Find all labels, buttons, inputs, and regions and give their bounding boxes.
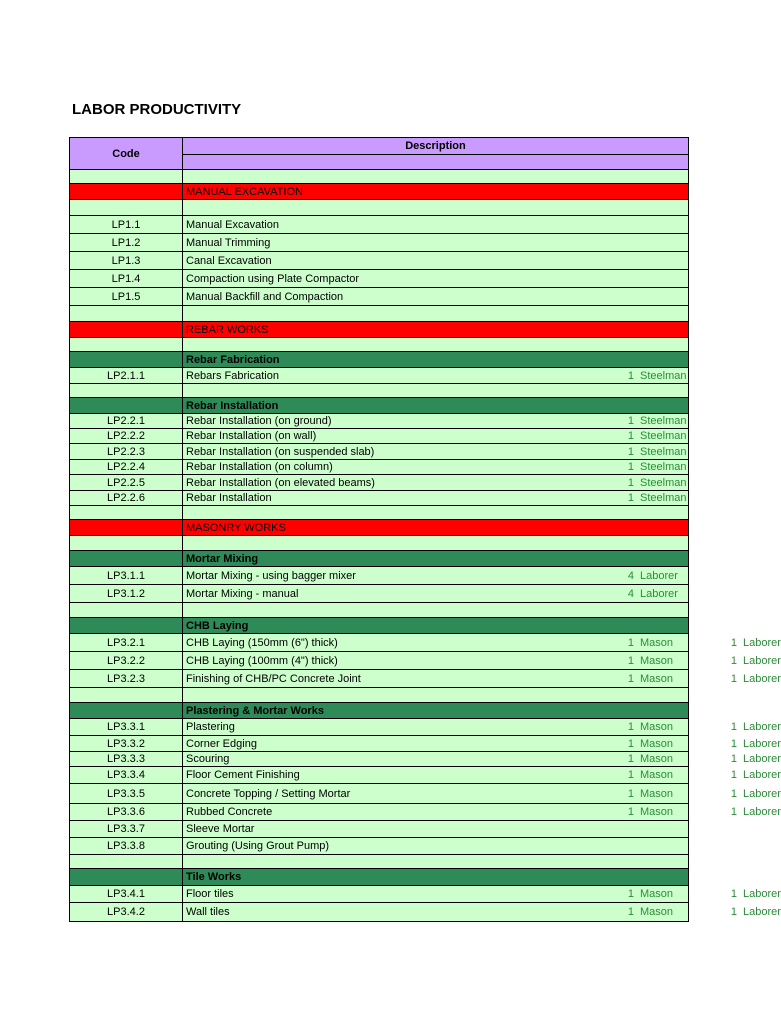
- description-cell: CHB Laying: [186, 619, 249, 632]
- description-cell: Rebar Installation (on ground) 1 Steelman: [186, 415, 687, 427]
- code-cell: [70, 352, 183, 367]
- description-cell: Compaction using Plate Compactor: [186, 272, 360, 285]
- crew-primary-count: 1: [627, 753, 634, 765]
- code-cell: [70, 855, 183, 868]
- code-cell: LP3.4.2: [70, 903, 183, 921]
- description-cell: Tile Works: [186, 871, 242, 883]
- crew-secondary-count: 1: [730, 672, 737, 685]
- table-row: [70, 719, 781, 736]
- crew-primary-trade: Mason: [640, 806, 674, 818]
- code-cell: LP3.4.1: [70, 886, 183, 902]
- code-cell: [70, 688, 183, 702]
- crew-secondary-trade: Laborer: [743, 787, 781, 800]
- blank-row: [70, 855, 688, 869]
- code-cell: [70, 322, 183, 337]
- section-row: [70, 184, 688, 200]
- description-cell: Floor Cement Finishing 1 Mason 1 Laborer: [186, 769, 781, 781]
- blank-row: [70, 536, 688, 551]
- crew-primary: [625, 673, 673, 685]
- labor-productivity-table: [69, 137, 781, 922]
- crew-primary-trade: Laborer: [640, 569, 678, 582]
- code-cell: [70, 506, 183, 519]
- table-row: [70, 216, 688, 234]
- crew-secondary-trade: Laborer: [743, 906, 781, 918]
- crew-primary: [625, 446, 686, 458]
- crew-secondary: [728, 806, 781, 818]
- description-column-header: Description: [405, 140, 466, 152]
- description-cell: Concrete Topping / Setting Mortar 1 Mason 1 Laborer: [186, 787, 781, 800]
- crew-secondary: [728, 738, 781, 750]
- description-cell: Scouring 1 Mason 1 Laborer: [186, 753, 781, 765]
- description-cell: Mortar Mixing - using bagger mixer 4 Laborer: [186, 569, 678, 582]
- code-cell: [70, 536, 183, 550]
- code-cell: [70, 338, 183, 351]
- table-row: [70, 288, 688, 306]
- crew-primary-trade: Mason: [640, 737, 674, 750]
- crew-primary-trade: Mason: [640, 672, 674, 685]
- crew-primary-count: 1: [627, 888, 634, 900]
- code-cell: LP3.3.2: [70, 736, 183, 751]
- section-row: [70, 520, 688, 536]
- subsection-row: [70, 869, 688, 886]
- table-row: [70, 736, 781, 752]
- crew-primary-count: 1: [627, 672, 634, 685]
- crew-secondary-count: 1: [730, 787, 737, 800]
- crew-secondary: [728, 888, 781, 900]
- description-cell: Mortar Mixing - manual 4 Laborer: [186, 587, 678, 600]
- table-row: [70, 460, 688, 475]
- code-cell: LP2.1.1: [70, 368, 183, 383]
- code-cell: [70, 618, 183, 633]
- description-cell: Rebar Installation (on wall) 1 Steelman: [186, 430, 687, 442]
- crew-secondary-trade: Laborer: [743, 672, 781, 685]
- description-cell: Rubbed Concrete 1 Mason 1 Laborer: [186, 806, 781, 818]
- code-cell: [70, 170, 183, 183]
- blank-row: [70, 384, 688, 398]
- crew-primary: [625, 788, 673, 800]
- table-row: [70, 270, 688, 288]
- blank-row: [70, 200, 688, 216]
- code-cell: LP2.2.5: [70, 475, 183, 490]
- crew-primary-count: 1: [627, 492, 634, 504]
- description-cell: Finishing of CHB/PC Concrete Joint 1 Mason 1 Laborer: [186, 672, 781, 685]
- crew-secondary-trade: Laborer: [743, 721, 781, 733]
- code-cell: LP2.2.2: [70, 429, 183, 443]
- crew-secondary-count: 1: [730, 888, 737, 900]
- code-cell: LP3.3.6: [70, 804, 183, 820]
- crew-secondary-count: 1: [730, 906, 737, 918]
- crew-primary-trade: Laborer: [640, 587, 678, 600]
- crew-secondary-trade: Laborer: [743, 636, 781, 649]
- crew-primary-trade: Steelman: [640, 445, 687, 458]
- code-cell: [70, 184, 183, 199]
- code-cell: LP2.2.1: [70, 414, 183, 428]
- description-cell: [183, 855, 688, 868]
- code-cell: [70, 703, 183, 718]
- crew-primary-count: 1: [627, 369, 634, 382]
- crew-primary: [625, 888, 673, 900]
- crew-primary-count: 4: [627, 569, 634, 582]
- table-row: [70, 886, 781, 903]
- crew-primary: [625, 570, 678, 582]
- crew-primary-count: 1: [627, 461, 634, 473]
- crew-primary: [625, 753, 673, 765]
- description-cell: Rebar Installation (on elevated beams) 1 Steelman: [186, 476, 687, 489]
- crew-primary: [625, 461, 686, 473]
- crew-primary-trade: Mason: [640, 654, 674, 667]
- blank-row: [70, 338, 688, 352]
- code-cell: LP3.2.2: [70, 652, 183, 669]
- table-body: [70, 170, 781, 922]
- crew-primary: [625, 370, 686, 382]
- table-row: [70, 368, 688, 384]
- code-cell: LP2.2.3: [70, 444, 183, 459]
- table-row: [70, 475, 688, 491]
- crew-primary: [625, 588, 678, 600]
- crew-secondary-count: 1: [730, 654, 737, 667]
- crew-secondary-count: 1: [730, 769, 737, 781]
- crew-secondary: [728, 906, 781, 918]
- crew-primary-trade: Mason: [640, 753, 674, 765]
- code-cell: [70, 384, 183, 397]
- code-cell: [70, 551, 183, 566]
- subsection-row: [70, 618, 688, 634]
- table-row: [70, 804, 781, 821]
- code-cell: LP1.5: [70, 288, 183, 305]
- table-row: [70, 652, 781, 670]
- crew-secondary-trade: Laborer: [743, 769, 781, 781]
- description-cell: [183, 200, 688, 215]
- code-cell: [70, 520, 183, 535]
- code-cell: LP3.3.8: [70, 838, 183, 854]
- table-row: [70, 903, 781, 922]
- code-column-header: Code: [70, 138, 183, 170]
- crew-primary-count: 1: [627, 721, 634, 733]
- description-cell: Rebars Fabrication 1 Steelman: [186, 369, 687, 382]
- description-cell: [183, 603, 688, 617]
- description-cell: Rebar Installation (on column) 1 Steelman: [186, 461, 687, 473]
- description-cell: Rebar Installation 1 Steelman: [186, 492, 687, 504]
- description-cell: CHB Laying (150mm (6") thick) 1 Mason 1 Laborer: [186, 636, 781, 649]
- code-cell: LP1.4: [70, 270, 183, 287]
- table-header: [70, 138, 688, 170]
- crew-primary-count: 1: [627, 654, 634, 667]
- crew-primary-count: 1: [627, 430, 634, 442]
- blank-row: [70, 170, 688, 184]
- table-row: [70, 414, 688, 429]
- crew-primary-trade: Mason: [640, 636, 674, 649]
- code-cell: LP2.2.6: [70, 491, 183, 505]
- crew-primary: [625, 655, 673, 667]
- crew-secondary-count: 1: [730, 636, 737, 649]
- table-row: [70, 670, 781, 688]
- crew-primary-trade: Mason: [640, 888, 674, 900]
- description-cell: [183, 506, 688, 519]
- crew-primary: [625, 492, 686, 504]
- table-row: [70, 444, 688, 460]
- code-cell: LP1.1: [70, 216, 183, 233]
- description-cell: Manual Backfill and Compaction: [186, 290, 344, 303]
- crew-primary-count: 1: [627, 737, 634, 750]
- crew-secondary-trade: Laborer: [743, 753, 781, 765]
- table-row: [70, 491, 688, 506]
- description-cell: REBAR WORKS: [186, 323, 269, 336]
- table-row: [70, 585, 688, 603]
- description-cell: [183, 338, 688, 351]
- crew-primary-count: 1: [627, 906, 634, 918]
- crew-secondary-count: 1: [730, 721, 737, 733]
- code-cell: [70, 306, 183, 321]
- description-cell: Plastering & Mortar Works: [186, 704, 324, 717]
- crew-primary-count: 1: [627, 769, 634, 781]
- subsection-row: [70, 398, 688, 414]
- crew-secondary-count: 1: [730, 737, 737, 750]
- crew-primary: [625, 637, 673, 649]
- crew-secondary: [728, 637, 781, 649]
- crew-secondary: [728, 753, 781, 765]
- description-cell: Manual Excavation: [186, 218, 279, 231]
- crew-primary-trade: Steelman: [640, 492, 687, 504]
- code-cell: LP3.1.2: [70, 585, 183, 602]
- crew-secondary: [728, 721, 781, 733]
- crew-primary-count: 1: [627, 806, 634, 818]
- description-cell: Rebar Installation: [186, 399, 279, 412]
- code-cell: LP3.3.4: [70, 767, 183, 783]
- subsection-row: [70, 551, 688, 567]
- table-row: [70, 634, 781, 652]
- description-cell: Sleeve Mortar: [186, 823, 255, 835]
- crew-secondary: [728, 673, 781, 685]
- table-row: [70, 821, 688, 838]
- crew-primary-count: 1: [627, 787, 634, 800]
- crew-primary-trade: Mason: [640, 787, 674, 800]
- code-cell: LP2.2.4: [70, 460, 183, 474]
- code-cell: LP3.2.3: [70, 670, 183, 687]
- crew-secondary: [728, 655, 781, 667]
- table-row: [70, 838, 688, 855]
- crew-primary: [625, 906, 673, 918]
- crew-primary: [625, 769, 673, 781]
- blank-row: [70, 688, 688, 703]
- description-cell: Mortar Mixing: [186, 552, 259, 565]
- subsection-row: [70, 703, 688, 719]
- crew-secondary: [728, 788, 781, 800]
- crew-secondary-count: 1: [730, 753, 737, 765]
- description-cell: [183, 384, 688, 397]
- code-cell: LP3.3.3: [70, 752, 183, 766]
- code-cell: [70, 200, 183, 215]
- description-cell: Rebar Installation (on suspended slab) 1 Steelman: [186, 445, 687, 458]
- crew-primary-trade: Mason: [640, 769, 674, 781]
- description-cell: Grouting (Using Grout Pump): [186, 840, 330, 852]
- crew-primary: [625, 477, 686, 489]
- blank-row: [70, 306, 688, 322]
- table-row: [70, 234, 688, 252]
- crew-secondary-trade: Laborer: [743, 654, 781, 667]
- description-cell: Wall tiles 1 Mason 1 Laborer: [186, 906, 781, 918]
- code-cell: LP3.2.1: [70, 634, 183, 651]
- crew-primary: [625, 430, 686, 442]
- crew-primary-count: 1: [627, 636, 634, 649]
- subsection-row: [70, 352, 688, 368]
- description-cell: [183, 688, 688, 702]
- crew-secondary-trade: Laborer: [743, 806, 781, 818]
- table-row: [70, 767, 781, 784]
- crew-primary-count: 4: [627, 587, 634, 600]
- description-cell: Plastering 1 Mason 1 Laborer: [186, 721, 781, 733]
- crew-primary-trade: Mason: [640, 721, 674, 733]
- crew-secondary: [728, 769, 781, 781]
- crew-secondary-trade: Laborer: [743, 737, 781, 750]
- crew-primary-trade: Steelman: [640, 430, 687, 442]
- code-cell: LP3.1.1: [70, 567, 183, 584]
- code-cell: [70, 603, 183, 617]
- description-cell: Rebar Fabrication: [186, 353, 280, 366]
- description-cell: MANUAL EXCAVATION: [186, 185, 303, 198]
- crew-primary: [625, 721, 673, 733]
- description-cell: Corner Edging 1 Mason 1 Laborer: [186, 737, 781, 750]
- code-cell: LP3.3.5: [70, 784, 183, 803]
- code-cell: LP1.3: [70, 252, 183, 269]
- description-cell: Floor tiles 1 Mason 1 Laborer: [186, 888, 781, 900]
- blank-row: [70, 603, 688, 618]
- crew-primary: [625, 415, 686, 427]
- crew-primary-trade: Steelman: [640, 476, 687, 489]
- crew-secondary-trade: Laborer: [743, 888, 781, 900]
- description-cell: Canal Excavation: [186, 254, 272, 267]
- description-cell: Manual Trimming: [186, 236, 271, 249]
- description-cell: MASONRY WORKS: [186, 521, 286, 534]
- crew-secondary-count: 1: [730, 806, 737, 818]
- table-row: [70, 567, 688, 585]
- table-row: [70, 752, 781, 767]
- code-cell: LP3.3.1: [70, 719, 183, 735]
- crew-primary-trade: Steelman: [640, 415, 687, 427]
- blank-row: [70, 506, 688, 520]
- code-cell: LP1.2: [70, 234, 183, 251]
- crew-primary: [625, 806, 673, 818]
- description-cell: [183, 536, 688, 550]
- description-cell: [183, 170, 688, 183]
- crew-primary-count: 1: [627, 415, 634, 427]
- crew-primary-trade: Mason: [640, 906, 674, 918]
- crew-primary-count: 1: [627, 445, 634, 458]
- crew-primary-trade: Steelman: [640, 461, 687, 473]
- crew-primary-trade: Steelman: [640, 369, 687, 382]
- table-row: [70, 429, 688, 444]
- table-row: [70, 784, 781, 804]
- crew-primary-count: 1: [627, 476, 634, 489]
- description-cell: [183, 306, 688, 321]
- table-row: [70, 252, 688, 270]
- section-row: [70, 322, 688, 338]
- description-cell: CHB Laying (100mm (4") thick) 1 Mason 1 Laborer: [186, 654, 781, 667]
- code-cell: LP3.3.7: [70, 821, 183, 837]
- page-title: LABOR PRODUCTIVITY: [72, 101, 242, 118]
- code-cell: [70, 398, 183, 413]
- code-cell: [70, 869, 183, 885]
- crew-primary: [625, 738, 673, 750]
